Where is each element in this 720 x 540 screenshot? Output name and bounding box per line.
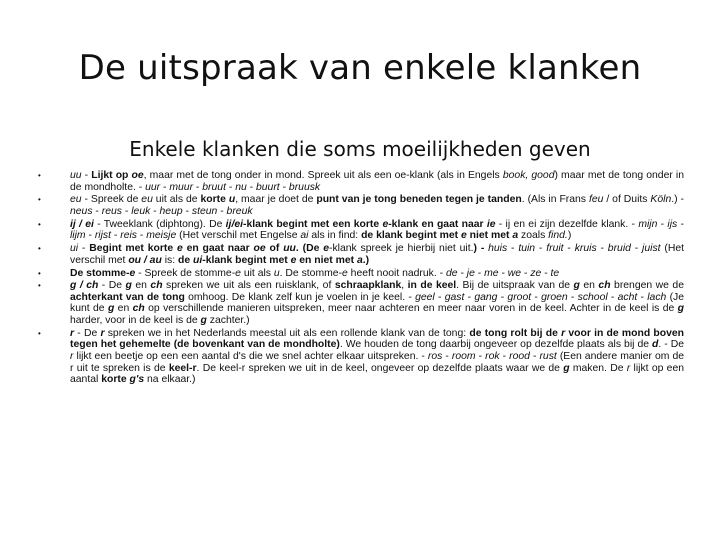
- text-run: -: [507, 243, 519, 255]
- text-run: -: [567, 291, 578, 303]
- text-run: zachter.): [206, 315, 250, 327]
- text-run: -: [434, 291, 445, 303]
- bullet-text: [70, 328, 684, 385]
- text-run: spreken we in het Nederlands meestal uit als een rollende klank van de tong:: [104, 327, 470, 339]
- text-run: (Een andere manier om de r uit te spreken is de: [70, 351, 685, 374]
- bullet-dot-icon: •: [38, 219, 41, 229]
- text-run: niet met: [466, 230, 513, 242]
- text-run: spreken we uit als een ruisklank, of: [162, 280, 335, 292]
- text-run: bruid: [607, 243, 631, 255]
- text-run: achterkant van de tong: [70, 291, 185, 303]
- text-run: g: [107, 303, 115, 315]
- text-run: muur: [169, 181, 194, 193]
- text-run: -: [596, 243, 608, 255]
- bullet-dot-icon: •: [38, 244, 41, 254]
- text-run: u: [273, 267, 280, 279]
- bullet-text: [70, 280, 684, 326]
- text-run: r: [70, 351, 74, 363]
- text-run: -: [457, 267, 467, 279]
- bullet-dot-icon: •: [38, 281, 41, 291]
- text-run: acht: [617, 291, 638, 303]
- text-run: -: [497, 291, 508, 303]
- text-run: en: [114, 303, 133, 315]
- text-run: rok: [485, 351, 500, 363]
- text-run: . (Als in Frans: [521, 194, 589, 206]
- text-run: . (De: [295, 243, 324, 255]
- text-run: - De: [98, 280, 126, 292]
- text-run: oe: [131, 170, 144, 181]
- text-run: -: [475, 351, 486, 363]
- bullet-text: [70, 194, 684, 217]
- text-run: - Spreek de: [81, 194, 142, 206]
- text-run: neus: [70, 205, 93, 217]
- bullet-item: [38, 219, 684, 242]
- text-run: na elkaar.): [144, 374, 196, 386]
- text-run: huis: [488, 243, 508, 255]
- text-run: lijkt een beetje op een een aantal d's die we snel achter elkaar uitspreken. -: [73, 351, 428, 363]
- text-run: e: [290, 254, 297, 266]
- text-run: -: [217, 205, 227, 217]
- text-run: lijm: [70, 230, 86, 242]
- text-run: -: [81, 170, 92, 181]
- text-run: -: [563, 243, 575, 255]
- text-run: ch: [132, 303, 145, 315]
- text-run: maken. De: [569, 362, 627, 374]
- text-run: g / ch: [70, 280, 99, 292]
- text-run: -: [111, 230, 121, 242]
- text-run: gang: [474, 291, 498, 303]
- text-run: ros: [427, 351, 443, 363]
- text-run: op verschillende manieren uitspreken, meer naar achteren en meer naar voren in de keel. Achter in de keel is de: [144, 303, 678, 315]
- text-run: - Tweeklank (diphtong). De: [93, 218, 226, 230]
- text-run: -: [529, 351, 540, 363]
- text-run: / of Duits: [603, 194, 651, 206]
- text-run: e: [235, 267, 241, 279]
- text-run: -: [630, 243, 643, 255]
- text-run: reis: [120, 230, 137, 242]
- text-run: fruit: [546, 243, 564, 255]
- text-run: punt van je tong beneden tegen je tanden: [316, 194, 522, 206]
- text-run: r: [626, 362, 631, 374]
- text-run: . De keel-r spreken we uit in de keel, ongeveer op dezelfde plaats waar we de: [196, 362, 564, 374]
- text-run: uu: [283, 243, 296, 255]
- text-run: g's: [129, 374, 145, 386]
- text-run: . Bij de uitspraak van de: [456, 280, 574, 292]
- text-run: -: [541, 267, 551, 279]
- text-run: omhoog. De klank zelf kun je voelen in je keel. -: [184, 291, 416, 303]
- text-run: de: [177, 254, 193, 266]
- text-run: rust: [539, 351, 557, 363]
- text-run: ij/ei: [225, 218, 243, 230]
- text-run: e: [342, 267, 348, 279]
- text-run: room: [451, 351, 476, 363]
- text-run: -: [657, 218, 668, 230]
- text-run: .) -: [671, 194, 684, 206]
- text-run: -: [677, 218, 684, 230]
- text-run: te: [550, 267, 560, 279]
- text-run: u: [228, 194, 236, 206]
- text-run: groen: [541, 291, 568, 303]
- text-run: keel-r: [168, 362, 197, 374]
- text-run: -: [92, 205, 102, 217]
- text-run: korte: [200, 194, 229, 206]
- text-run: bruut: [202, 181, 226, 193]
- text-run: leuk: [131, 205, 151, 217]
- text-run: , maar met de tong onder in mond. Spreek uit als een oe-klank (als in Engels: [143, 170, 503, 181]
- text-run: ai: [300, 230, 309, 242]
- text-run: je: [466, 267, 475, 279]
- text-run: r: [100, 327, 105, 339]
- slide-subtitle: Enkele klanken die soms moeilijkheden geven: [129, 137, 591, 161]
- text-run: school: [577, 291, 608, 303]
- text-run: -: [464, 291, 475, 303]
- text-run: r: [561, 327, 566, 339]
- text-run: brengen we de: [610, 280, 684, 292]
- text-run: breuk: [226, 205, 253, 217]
- text-run: g: [200, 315, 207, 327]
- text-run: tuin: [518, 243, 536, 255]
- text-run: -: [150, 205, 160, 217]
- text-run: -: [531, 291, 542, 303]
- text-run: gast: [444, 291, 465, 303]
- text-run: me: [484, 267, 499, 279]
- text-run: book, good: [502, 170, 555, 181]
- bullet-item: [38, 268, 684, 280]
- bullet-dot-icon: •: [38, 171, 41, 180]
- bullet-text: [70, 219, 684, 242]
- text-run: schraapklank: [334, 280, 402, 292]
- bullet-dot-icon: •: [38, 328, 41, 338]
- text-run: ,: [401, 280, 408, 292]
- text-run: uit als: [240, 267, 274, 279]
- text-run: eu: [70, 194, 82, 206]
- text-run: e: [382, 218, 389, 230]
- text-run: begint met een korte: [276, 218, 383, 230]
- bullet-list: [38, 170, 684, 387]
- text-run: heup: [159, 205, 183, 217]
- text-run: g: [125, 280, 132, 292]
- text-run: juist: [642, 243, 661, 255]
- text-run: Begint met korte: [89, 243, 177, 255]
- text-run: Lijkt op: [91, 170, 132, 181]
- bullet-item: [38, 280, 684, 326]
- text-run: (Het verschil met Engelse: [176, 230, 301, 242]
- text-run: uur: [145, 181, 161, 193]
- text-run: .): [362, 254, 370, 266]
- text-run: , maar je doet de: [235, 194, 317, 206]
- text-run: - De: [74, 327, 101, 339]
- text-run: ze: [530, 267, 542, 279]
- text-run: . De stomme-: [279, 267, 343, 279]
- text-run: g: [563, 362, 570, 374]
- text-run: mijn: [638, 218, 658, 230]
- text-run: ui: [193, 254, 203, 266]
- text-run: meisje: [146, 230, 177, 242]
- text-run: ij / ei: [70, 218, 94, 230]
- text-run: -: [136, 230, 147, 242]
- text-run: Köln: [650, 194, 672, 206]
- text-run: -: [160, 181, 170, 193]
- text-run: lijkt op een aantal: [70, 362, 685, 386]
- text-run: we: [507, 267, 522, 279]
- text-run: de klank begint met: [361, 230, 461, 242]
- bullet-item: [38, 243, 684, 266]
- bullet-dot-icon: •: [38, 268, 41, 278]
- text-run: -: [637, 291, 648, 303]
- text-run: . We houden de tong daarbij ongeveer op dezelfde plaats als bij de: [339, 339, 653, 351]
- text-run: g: [677, 303, 684, 315]
- text-run: (Het verschil met: [70, 243, 685, 266]
- text-run: find.: [548, 230, 568, 242]
- text-run: -: [78, 243, 90, 255]
- bullet-text: [70, 170, 684, 193]
- text-run: e: [129, 267, 136, 279]
- text-run: a: [512, 230, 519, 242]
- text-run: rood: [509, 351, 530, 363]
- bullet-dot-icon: •: [38, 195, 41, 205]
- text-run: uu: [70, 170, 82, 181]
- bullet-item: [38, 328, 684, 386]
- text-run: -: [246, 181, 256, 193]
- bullet-item: [38, 194, 684, 217]
- text-run: ) -: [473, 243, 489, 255]
- text-run: nu: [235, 181, 247, 193]
- text-run: de tong rolt bij de: [469, 327, 562, 339]
- text-run: -: [521, 267, 531, 279]
- text-run: e: [176, 243, 183, 255]
- text-run: -: [607, 291, 618, 303]
- text-run: groot: [507, 291, 532, 303]
- text-run: ch: [598, 280, 611, 292]
- slide-title: De uitspraak van enkele klanken: [78, 48, 642, 88]
- text-run: g: [573, 280, 580, 292]
- text-run: harder, voor in de keel is de: [70, 315, 201, 327]
- text-run: en: [131, 280, 151, 292]
- text-run: -: [498, 267, 508, 279]
- text-run: ch: [150, 280, 163, 292]
- text-run: ijs: [667, 218, 678, 230]
- text-run: rijst: [94, 230, 111, 242]
- text-run: (Je kunt de: [70, 291, 685, 315]
- text-run: -: [182, 205, 192, 217]
- text-run: oe: [253, 243, 266, 255]
- text-run: ou / au: [128, 254, 162, 266]
- text-run: de: [446, 267, 458, 279]
- bullet-item: [38, 170, 684, 193]
- text-run: -: [193, 181, 203, 193]
- text-run: kruis: [574, 243, 597, 255]
- text-run: geel: [415, 291, 435, 303]
- text-run: d: [652, 339, 659, 351]
- text-run: -: [279, 181, 289, 193]
- text-run: is:: [161, 254, 178, 266]
- text-run: r: [70, 327, 75, 339]
- text-run: -klank spreek je hierbij niet uit.: [328, 243, 474, 255]
- text-run: en: [579, 280, 599, 292]
- text-run: voor in de mond boven tegen het gehemelte (de bovenkant van de mondholte): [70, 327, 684, 351]
- text-run: a: [356, 254, 363, 266]
- text-run: en gaat naar: [182, 243, 254, 255]
- text-run: eu: [141, 194, 153, 206]
- text-run: steun: [191, 205, 218, 217]
- text-run: -: [225, 181, 236, 193]
- text-run: - ij en ei zijn dezelfde klank. -: [495, 218, 639, 230]
- text-run: reus: [101, 205, 122, 217]
- text-run: heeft nooit nadruk. -: [347, 267, 446, 279]
- text-run: -: [85, 230, 95, 242]
- text-run: De stomme-: [70, 267, 130, 279]
- text-run: in de keel: [407, 280, 457, 292]
- text-run: -: [442, 351, 452, 363]
- text-run: e: [323, 243, 329, 255]
- text-run: uit als de: [152, 194, 201, 206]
- text-run: of: [265, 243, 284, 255]
- text-run: e: [460, 230, 467, 242]
- text-run: als in find:: [308, 230, 362, 242]
- text-run: en niet met: [296, 254, 357, 266]
- text-run: feu: [588, 194, 604, 206]
- text-run: bruusk: [288, 181, 321, 193]
- text-run: -klank en gaat naar: [388, 218, 487, 230]
- text-run: ): [567, 230, 572, 242]
- bullet-text: [70, 268, 559, 279]
- text-run: ) maar met de tong onder in de mondholte. -: [70, 170, 685, 193]
- text-run: korte: [101, 374, 130, 386]
- text-run: -klank begint met: [202, 254, 291, 266]
- text-run: . - De: [658, 339, 685, 351]
- bullet-text: [70, 243, 684, 266]
- text-run: buurt: [256, 181, 280, 193]
- text-run: ui: [70, 243, 79, 255]
- text-run: -: [474, 267, 485, 279]
- text-run: ie: [486, 218, 496, 230]
- text-run: -: [122, 205, 132, 217]
- text-run: -klank: [243, 218, 277, 230]
- text-run: -: [499, 351, 510, 363]
- text-run: - Spreek de stomme-: [135, 267, 236, 279]
- text-run: lach: [647, 291, 667, 303]
- text-run: zoals: [518, 230, 549, 242]
- text-run: -: [535, 243, 547, 255]
